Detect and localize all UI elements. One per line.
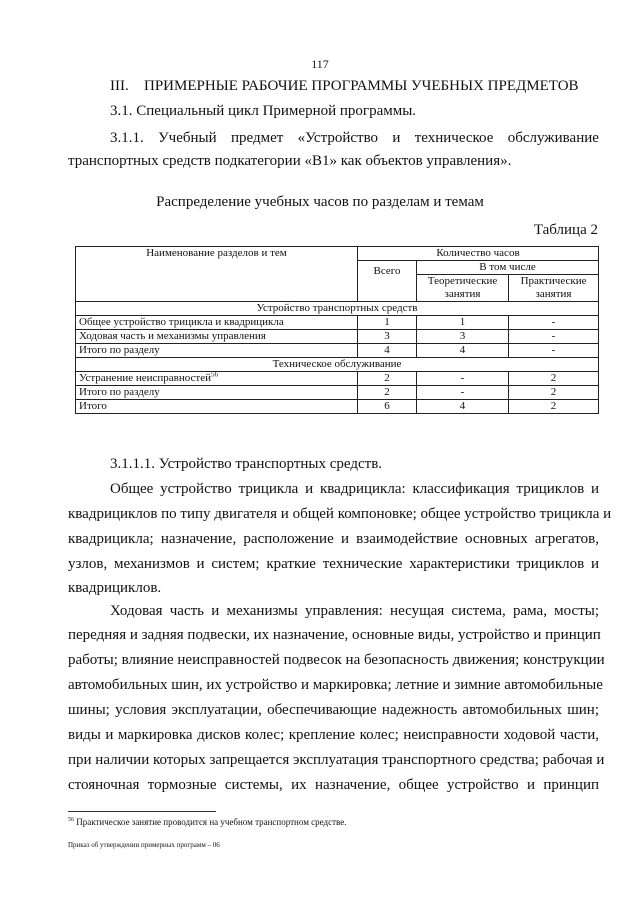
paragraph2-line: Ходовая часть и механизмы управления: несущая система, рама, мосты; [110,603,599,619]
footnote-marker: 56 [68,817,74,823]
table-row [76,330,599,344]
col-header-including: В том числе [417,261,599,275]
col-header-theory: Теоретические занятия [417,275,509,302]
paragraph1-line: квадрициклов. [68,580,162,596]
paragraph1-line: узлов, механизмов и систем; краткие технические характеристики трициклов и [68,556,599,572]
row-theory: - [417,386,509,400]
word: и [392,130,401,146]
word: предмет [230,130,284,146]
table-label: Таблица 2 [533,222,598,238]
footnote-divider [68,811,216,812]
word: 3.1.1. [110,130,144,146]
footnote [68,817,346,827]
table-caption: Распределение учебных часов по разделам и темам [156,194,484,210]
section-3-1-1-line2: транспортных средств подкатегории «B1» как объектов управления». [68,153,512,169]
row-practice: - [509,344,599,358]
table-row [76,372,599,386]
row-name: Итого по разделу [76,386,358,400]
row-practice: 2 [509,386,599,400]
table-row [76,316,599,330]
col-header-name: Наименование разделов и тем [76,247,358,302]
row-name: Общее устройство трицикла и квадрицикла [76,316,358,330]
word: техническое [414,130,494,146]
paragraph2-line: шины; условия эксплуатации, обеспечивающие надежность автомобильных шин; [68,702,599,718]
word: «Устройство [297,130,379,146]
row-total: 6 [358,400,417,414]
chapter-heading [110,78,579,95]
paragraph2-line: работы; влияние неисправностей подвесок на безопасность движения; конструкции [68,652,605,668]
row-name: Итого [76,400,358,414]
row-theory: - [417,372,509,386]
col-header-total: Всего [358,261,417,302]
word: Учебный [158,130,217,146]
table-header-row [76,247,599,261]
paragraph2-line: стояночная тормозные системы, их назначение, общее устройство и принцип [68,777,599,793]
row-theory: 4 [417,400,509,414]
footnote-ref: 56 [210,370,218,379]
chapter-number: III. [110,78,129,94]
section-title: Устройство транспортных средств [76,302,599,316]
row-name-text: Устранение неисправностей [79,372,211,384]
row-name: Ходовая часть и механизмы управления [76,330,358,344]
page-number: 117 [311,57,329,71]
paragraph2-line: передняя и задняя подвески, их назначение, основные виды, устройство и принцип [68,627,601,643]
col-header-hours: Количество часов [358,247,599,261]
section-title: Техническое обслуживание [76,358,599,372]
table-section-row [76,358,599,372]
paragraph2-line: виды и маркировка дисков колес; крепление колес; неисправности ходовой части, [68,727,599,743]
paragraph2-line: при наличии которых запрещается эксплуатация транспортного средства; рабочая и [68,752,605,768]
footnote-text: Практическое занятие проводится на учебном транспортном средстве. [76,817,347,827]
row-total: 2 [358,386,417,400]
row-total: 1 [358,316,417,330]
section-3-1-1-line1 [110,130,599,147]
row-total: 4 [358,344,417,358]
row-theory: 1 [417,316,509,330]
table-total-row [76,400,599,414]
table-section-row [76,302,599,316]
word: обслуживание [507,130,599,146]
chapter-title: ПРИМЕРНЫЕ РАБОЧИЕ ПРОГРАММЫ УЧЕБНЫХ ПРЕДМЕТОВ [144,78,579,94]
row-practice: 2 [509,372,599,386]
row-practice: - [509,316,599,330]
row-total: 3 [358,330,417,344]
table-subtotal-row [76,386,599,400]
row-theory: 3 [417,330,509,344]
col-header-practice: Практические занятия [509,275,599,302]
table-subtotal-row [76,344,599,358]
subsection-3-1-1-1: 3.1.1.1. Устройство транспортных средств. [110,456,383,472]
hours-table [75,246,599,414]
paragraph2-line: автомобильных шин, их устройство и маркировка; летние и зимние автомобильные [68,677,603,693]
paragraph1-line: квадрицикла; назначение, расположение и взаимодействие основных агрегатов, [68,531,599,547]
row-theory: 4 [417,344,509,358]
row-total: 2 [358,372,417,386]
row-practice: - [509,330,599,344]
section-3-1: 3.1. Специальный цикл Примерной программы. [110,103,417,119]
page-footer: Приказ об утверждении примерных программ – 06 [68,841,220,849]
row-name [76,372,358,386]
paragraph1-line: Общее устройство трицикла и квадрицикла: классификация трициклов и [110,481,599,497]
row-name: Итого по разделу [76,344,358,358]
row-practice: 2 [509,400,599,414]
paragraph1-line: квадрициклов по типу двигателя и общей компоновке; общее устройство трицикла и [68,506,612,522]
